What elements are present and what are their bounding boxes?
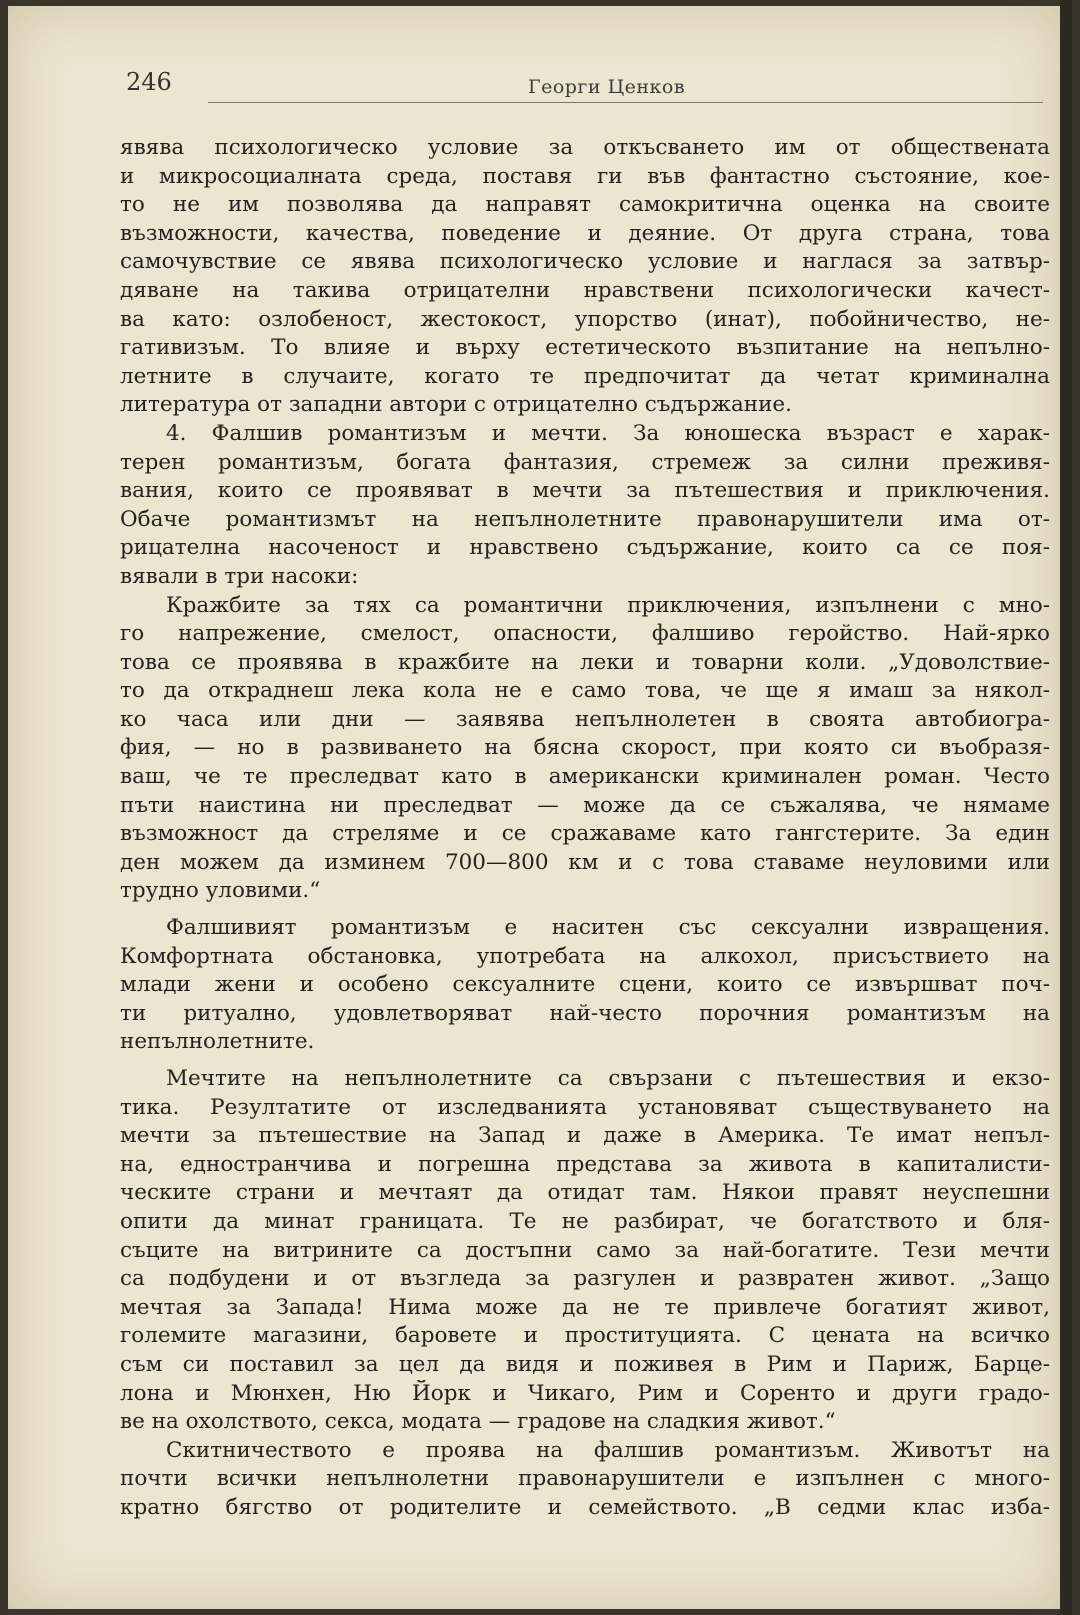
text-line: големите магазини, баровете и проституцията. С цената на всичко [120,1323,1050,1349]
text-line: вявали в три насоки: [120,563,359,589]
text-line: летните в случаите, когато те предпочитат да четат криминална [120,363,1050,389]
text-line: то да откраднеш лека кола не е само това, че ще я имаш за някол- [120,678,1050,704]
text-line: съците на витрините са достъпни само за най-богатите. Тези мечти [120,1237,1050,1263]
text-line: съм си поставил за цел да видя и поживея в Рим и Париж, Барце- [120,1351,1050,1377]
text-line: опити да минат границата. Те не разбират, че богатството и бля- [120,1208,1050,1234]
text-line: са подбудени и от възгледа за разгулен и развратен живот. „Защо [120,1266,1050,1292]
text-line: литература от западни автори с отрицателно съдържание. [120,392,792,418]
text-line: гативизъм. То влияе и върху естетическото възпитание на непълно- [120,335,1050,361]
text-line: тика. Резултатите от изследванията установяват съществуването на [120,1094,1050,1120]
section-heading-line: 4. Фалшив романтизъм и мечти. За юношеска възраст е харак- [166,420,1050,446]
page-number: 246 [126,68,172,96]
text-line: това се проявява в кражбите на леки и товарни коли. „Удоволствие- [120,649,1050,675]
text-line: самочувствие се явява психологическо условие и наглася за затвър- [120,249,1050,275]
text-line: възможност да стреляме и се сражаваме като гангстерите. За един [120,821,1050,847]
text-line: и микросоциалната среда, поставя ги във фантастно състояние, кое- [120,163,1050,189]
text-line: вания, които се проявяват в мечти за пътешествия и приключения. [120,478,1050,504]
text-line: ческите страни и мечтаят да отидат там. Някои правят неуспешни [120,1180,1050,1206]
text-line: фия, — но в развиването на бясна скорост, при която си въобразя- [120,735,1050,761]
paragraph-start-line: Скитничеството е проява на фалшив романтизъм. Животът на [166,1437,1050,1463]
text-line: пъти наистина ни преследват — може да се съжалява, че нямаме [120,792,1050,818]
text-line: Комфортната обстановка, употребата на алкохол, присъствието на [120,943,1050,969]
paragraph-start-line: Мечтите на непълнолетните са свързани с пътешествия и екзо- [166,1066,1050,1091]
text-line: ден можем да изминем 700—800 км и с това ставаме неуловими или [120,849,1050,875]
text-line: то не им позволява да направят самокритична оценка на своите [120,192,1050,218]
paragraph-start-line: Фалшивият романтизъм е наситен със сексуални извращения. [166,915,1050,941]
text-line: почти всички непълнолетни правонарушители е изпълнен с много- [120,1466,1050,1492]
text-line: мечти за пътешествие на Запад и даже в Америка. Те имат непъл- [120,1123,1050,1149]
header-rule [208,102,1043,103]
book-page [8,6,1060,1609]
page-header [118,64,1043,108]
text-line: ти ритуално, удовлетворяват най-често порочния романтизъм на [120,1000,1050,1026]
text-line: терен романтизъм, богата фантазия, стремеж за силни преживя- [120,449,1050,475]
text-line: рицателна насоченост и нравствено съдържание, които са се поя- [120,535,1050,561]
body-text [120,134,1050,1523]
text-line: мечтая за Запада! Нима може да не те привлече богатият живот, [120,1294,1050,1320]
text-line: ко часа или дни — заявява непълнолетен в своята автобиогра- [120,706,1050,732]
text-line: лона и Мюнхен, Ню Йорк и Чикаго, Рим и Соренто и други градо- [120,1380,1050,1406]
text-line: го напрежение, смелост, опасности, фалшиво геройство. Най-ярко [120,621,1050,647]
paragraph-start-line: Кражбите за тях са романтични приключения, изпълнени с мно- [166,592,1050,618]
book-spine-shadow [1060,0,1072,1615]
text-line: Обаче романтизмът на непълнолетните правонарушители има от- [120,506,1050,532]
text-line: млади жени и особено сексуалните сцени, които се извършват поч- [120,972,1050,998]
text-line: ва като: озлобеност, жестокост, упорство (инат), побойничество, не- [120,306,1050,332]
text-line: непълнолетните. [120,1029,315,1055]
text-line: ве на охолството, секса, модата — градове на сладкия живот.“ [120,1409,836,1435]
text-line: трудно уловими.“ [120,878,321,904]
text-line: възможности, качества, поведение и деяние. От друга страна, това [120,220,1050,246]
text-line: на, едностранчива и погрешна представа за живота в капиталисти- [120,1151,1050,1177]
running-head: Георги Ценков [528,76,686,98]
text-line: ваш, че те преследват като в американски криминален роман. Често [120,764,1050,790]
text-line: кратно бягство от родителите и семейството. „В седми клас изба- [120,1494,1050,1520]
text-line: явява психологическо условие за откъсването им от обществената [120,135,1050,160]
text-line: дяване на такива отрицателни нравствени психологически качест- [120,277,1050,303]
